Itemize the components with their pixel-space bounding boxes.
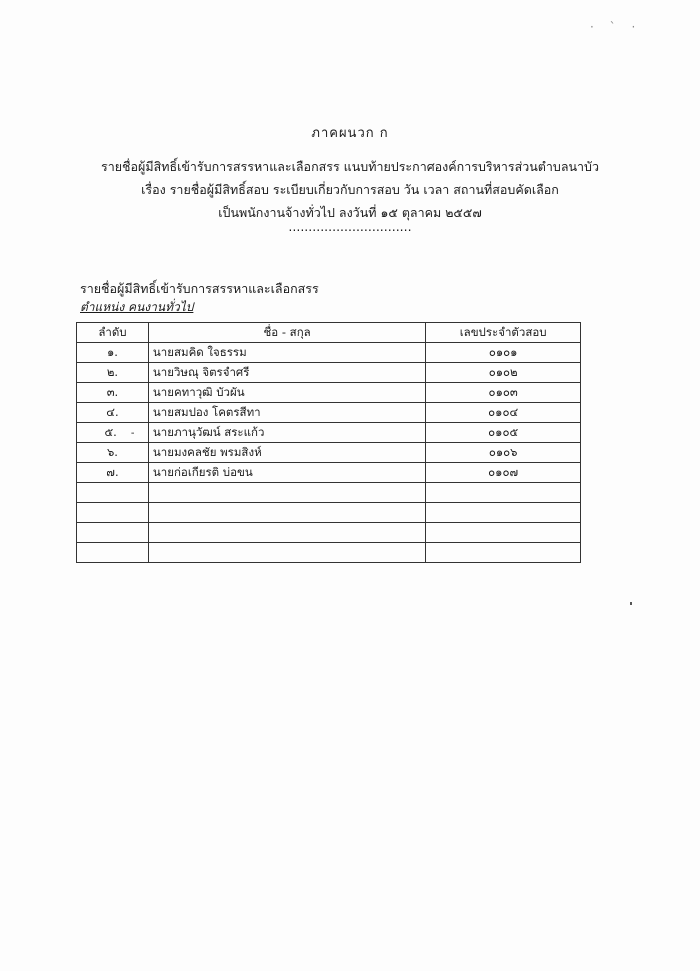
row-exam-id: ๐๑๐๔ xyxy=(426,403,581,423)
row-number xyxy=(77,423,149,443)
header-exam-id: เลขประจำตัวสอบ xyxy=(426,323,581,343)
table-row xyxy=(77,423,581,443)
header-line-1: รายชื่อผู้มีสิทธิ์เข้ารับการสรรหาและเลือกสรร แนบท้ายประกาศองค์การบริหารส่วนตำบลนาบัว xyxy=(100,159,600,174)
header-dotted-rule: ............................... xyxy=(288,219,412,234)
table-header-row xyxy=(77,323,581,343)
row-number: ๑. xyxy=(77,343,149,363)
table-row xyxy=(77,463,581,483)
row-number-text: ๕. xyxy=(104,424,117,439)
candidate-table xyxy=(76,322,581,563)
table-row xyxy=(77,443,581,463)
position-label: ตำแหน่ง คนงานทั่วไป xyxy=(80,300,194,314)
empty-row xyxy=(77,543,581,563)
table-row xyxy=(77,403,581,423)
header-order: ลำดับ xyxy=(77,323,149,343)
row-number: ๖. xyxy=(77,443,149,463)
row-exam-id: ๐๑๐๖ xyxy=(426,443,581,463)
row-exam-id: ๐๑๐๑ xyxy=(426,343,581,363)
row-name: นายสมคิด ใจธรรม xyxy=(148,343,425,363)
empty-row xyxy=(77,503,581,523)
row-exam-id: ๐๑๐๓ xyxy=(426,383,581,403)
table-row xyxy=(77,383,581,403)
row-name: นายสมปอง โคตรสีทา xyxy=(148,403,425,423)
header-name: ชื่อ - สกุล xyxy=(148,323,425,343)
corner-scan-mark: · ˋ · xyxy=(590,20,642,34)
appendix-title: ภาคผนวก ก xyxy=(311,126,389,141)
row-number: ๔. xyxy=(77,403,149,423)
row-number: ๗. xyxy=(77,463,149,483)
empty-row xyxy=(77,523,581,543)
row-number: ๒. xyxy=(77,363,149,383)
row-name: นายคทาวุฒิ บัวผัน xyxy=(148,383,425,403)
scan-speck xyxy=(630,602,632,605)
row-exam-id: ๐๑๐๒ xyxy=(426,363,581,383)
header-line-2: เรื่อง รายชื่อผู้มีสิทธิ์สอบ ระเบียบเกี่ยวกับการสอบ วัน เวลา สถานที่สอบคัดเลือก xyxy=(141,182,559,197)
header-line-3: เป็นพนักงานจ้างทั่วไป ลงวันที่ ๑๕ ตุลาคม ๒๕๕๗ xyxy=(218,205,482,220)
row-number: ๓. xyxy=(77,383,149,403)
row-name: นายภานุวัฒน์ สระแก้ว xyxy=(148,423,425,443)
row-exam-id: ๐๑๐๕ xyxy=(426,423,581,443)
row-name: นายก่อเกียรติ บ่อขน xyxy=(148,463,425,483)
table-row xyxy=(77,343,581,363)
row-name: นายวิษณุ จิตรจำศรี xyxy=(148,363,425,383)
section-title: รายชื่อผู้มีสิทธิ์เข้ารับการสรรหาและเลือกสรร xyxy=(80,281,319,296)
row-name: นายมงคลชัย พรมสิงห์ xyxy=(148,443,425,463)
pen-tick-mark: - xyxy=(130,427,135,439)
empty-row xyxy=(77,483,581,503)
row-exam-id: ๐๑๐๗ xyxy=(426,463,581,483)
table-row xyxy=(77,363,581,383)
